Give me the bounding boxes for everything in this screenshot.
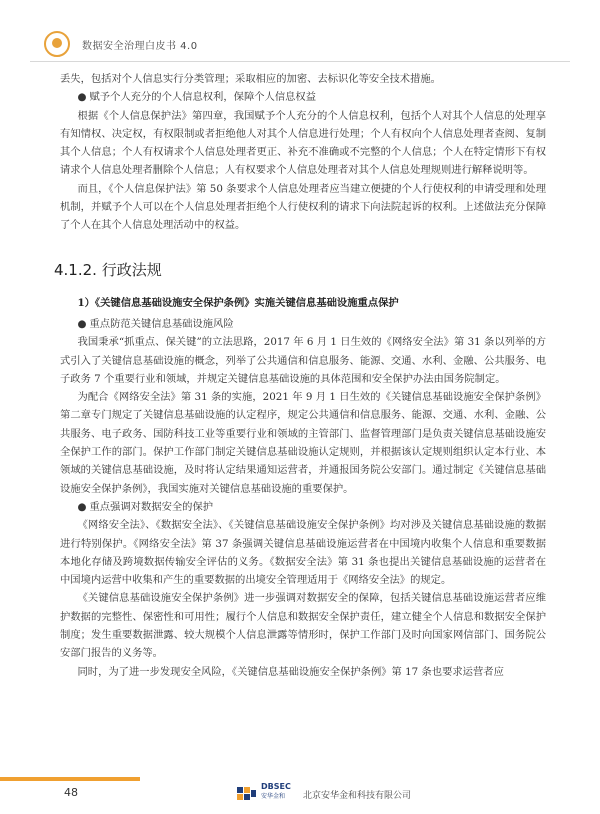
page-body: [54, 70, 546, 681]
header-divider: [30, 61, 570, 62]
subsection-title: 1）《关键信息基础设施安全保护条例》实施关键信息基础设施重点保护: [77, 296, 399, 309]
bullet-icon: ●: [77, 317, 87, 330]
bullet-text: 赋予个人充分的个人信息权利，保障个人信息权益: [89, 91, 317, 104]
paragraph: 我国秉承“抓重点、保关键”的立法思路，2017 年 6 月 1 日生效的《网络安全法》第 31 条以列举的方式引入了关键信息基础设施的概念，列举了公共通信和信息服务、能源、交通、水利、金融、公共服务、电子政务 7 个重要行业和领域，并规定关键信息基础设施的具体范围和安全保护办法由国务院制定。: [60, 336, 546, 385]
dbsec-logo-icon: [236, 784, 258, 804]
paragraph: 《关键信息基础设施安全保护条例》进一步强调对数据安全的保障，包括关键信息基础设施运营者应维护数据的完整性、保密性和可用性；履行个人信息和数据安全保护责任，建立健全个人信息和数据安全保护制度；发生重要数据泄露、较大规模个人信息泄露等情形时，保护工作部门及时向国家网信部门、国务院公安部门报告的义务等。: [60, 592, 546, 660]
page-number: 48: [64, 786, 78, 799]
paragraph: 《网络安全法》、《数据安全法》、《关键信息基础设施安全保护条例》均对涉及关键信息基础设施的数据进行特别保护。《网络安全法》第 37 条强调关键信息基础设施运营者在中国境内收集个人信息和重要数据本地化存储及跨境数据传输安全评估的义务。《数据安全法》第 31 条也提出关键信息基础设施的运营者在中国境内运营中收集和产生的重要数据的出境安全管理适用于《网络安全法》的规定。: [60, 519, 546, 587]
footer-brand: [261, 782, 291, 802]
section-title: 4.1.2. 行政法规: [54, 260, 162, 279]
bullet-icon: ●: [77, 91, 87, 104]
footer-accent-bar: [0, 777, 140, 781]
company-name: 北京安华金和科技有限公司: [303, 791, 412, 801]
paragraph: 为配合《网络安全法》第 31 条的实施，2021 年 9 月 1 日生效的《关键信息基础设施安全保护条例》第二章专门规定了关键信息基础设施的认定程序，规定公共通信和信息服务、能源、交通、水利、金融、公共服务、电子政务、国防科技工业等重要行业和领域的主管部门、监督管理部门是负责关键信息基础设施安全保护工作的部门。保护工作部门制定关键信息基础设施认定规则，并根据该认定规则组织认定本行业、本领域的关键信息基础设施，及时将认定结果通知运营者，并通报国务院公安部门。通过制定《关键信息基础设施安全保护条例》，我国实施对关键信息基础设施的重要保护。: [60, 391, 546, 495]
bullet-item: [60, 88, 546, 106]
brand-name-en: DBSEC: [261, 782, 291, 791]
paragraph: 同时，为了进一步发现安全风险，《关键信息基础设施安全保护条例》第 17 条也要求运营者应: [77, 665, 504, 678]
bullet-text: 重点防范关键信息基础设施风险: [89, 317, 234, 330]
bullet-item: [60, 498, 546, 516]
header-title: 数据安全治理白皮书 4.0: [82, 41, 198, 52]
association-seal-icon: [44, 31, 70, 57]
paragraph: 根据《个人信息保护法》第四章，我国赋予个人充分的个人信息权利，包括个人对其个人信息的处理享有知情权、决定权，有权限制或者拒绝他人对其个人信息进行处理；个人有权向个人信息处理者查阅、复制其个人信息；个人有权请求个人信息处理者更正、补充不准确或不完整的个人信息；个人在特定情形下有权请求个人信息处理者删除个人信息；人有权要求个人信息处理者对其个人信息处理规则进行解释说明等。: [60, 109, 546, 177]
page-header: [0, 0, 600, 72]
bullet-text: 重点强调对数据安全的保护: [89, 500, 214, 513]
brand-name-cn: 安华金和: [261, 793, 286, 800]
paragraph: 而且，《个人信息保护法》第 50 条要求个人信息处理者应当建立便捷的个人行使权利的申请受理和处理机制，并赋予个人可以在个人信息处理者拒绝个人行使权利的请求下向法院起诉的权利。上述做法充分保障了个人在其个人信息处理活动中的权益。: [60, 182, 546, 232]
paragraph: 丢失，包括对个人信息实行分类管理；采取相应的加密、去标识化等安全技术措施。: [60, 73, 441, 85]
bullet-icon: ●: [77, 500, 87, 513]
bullet-item: [60, 315, 546, 333]
